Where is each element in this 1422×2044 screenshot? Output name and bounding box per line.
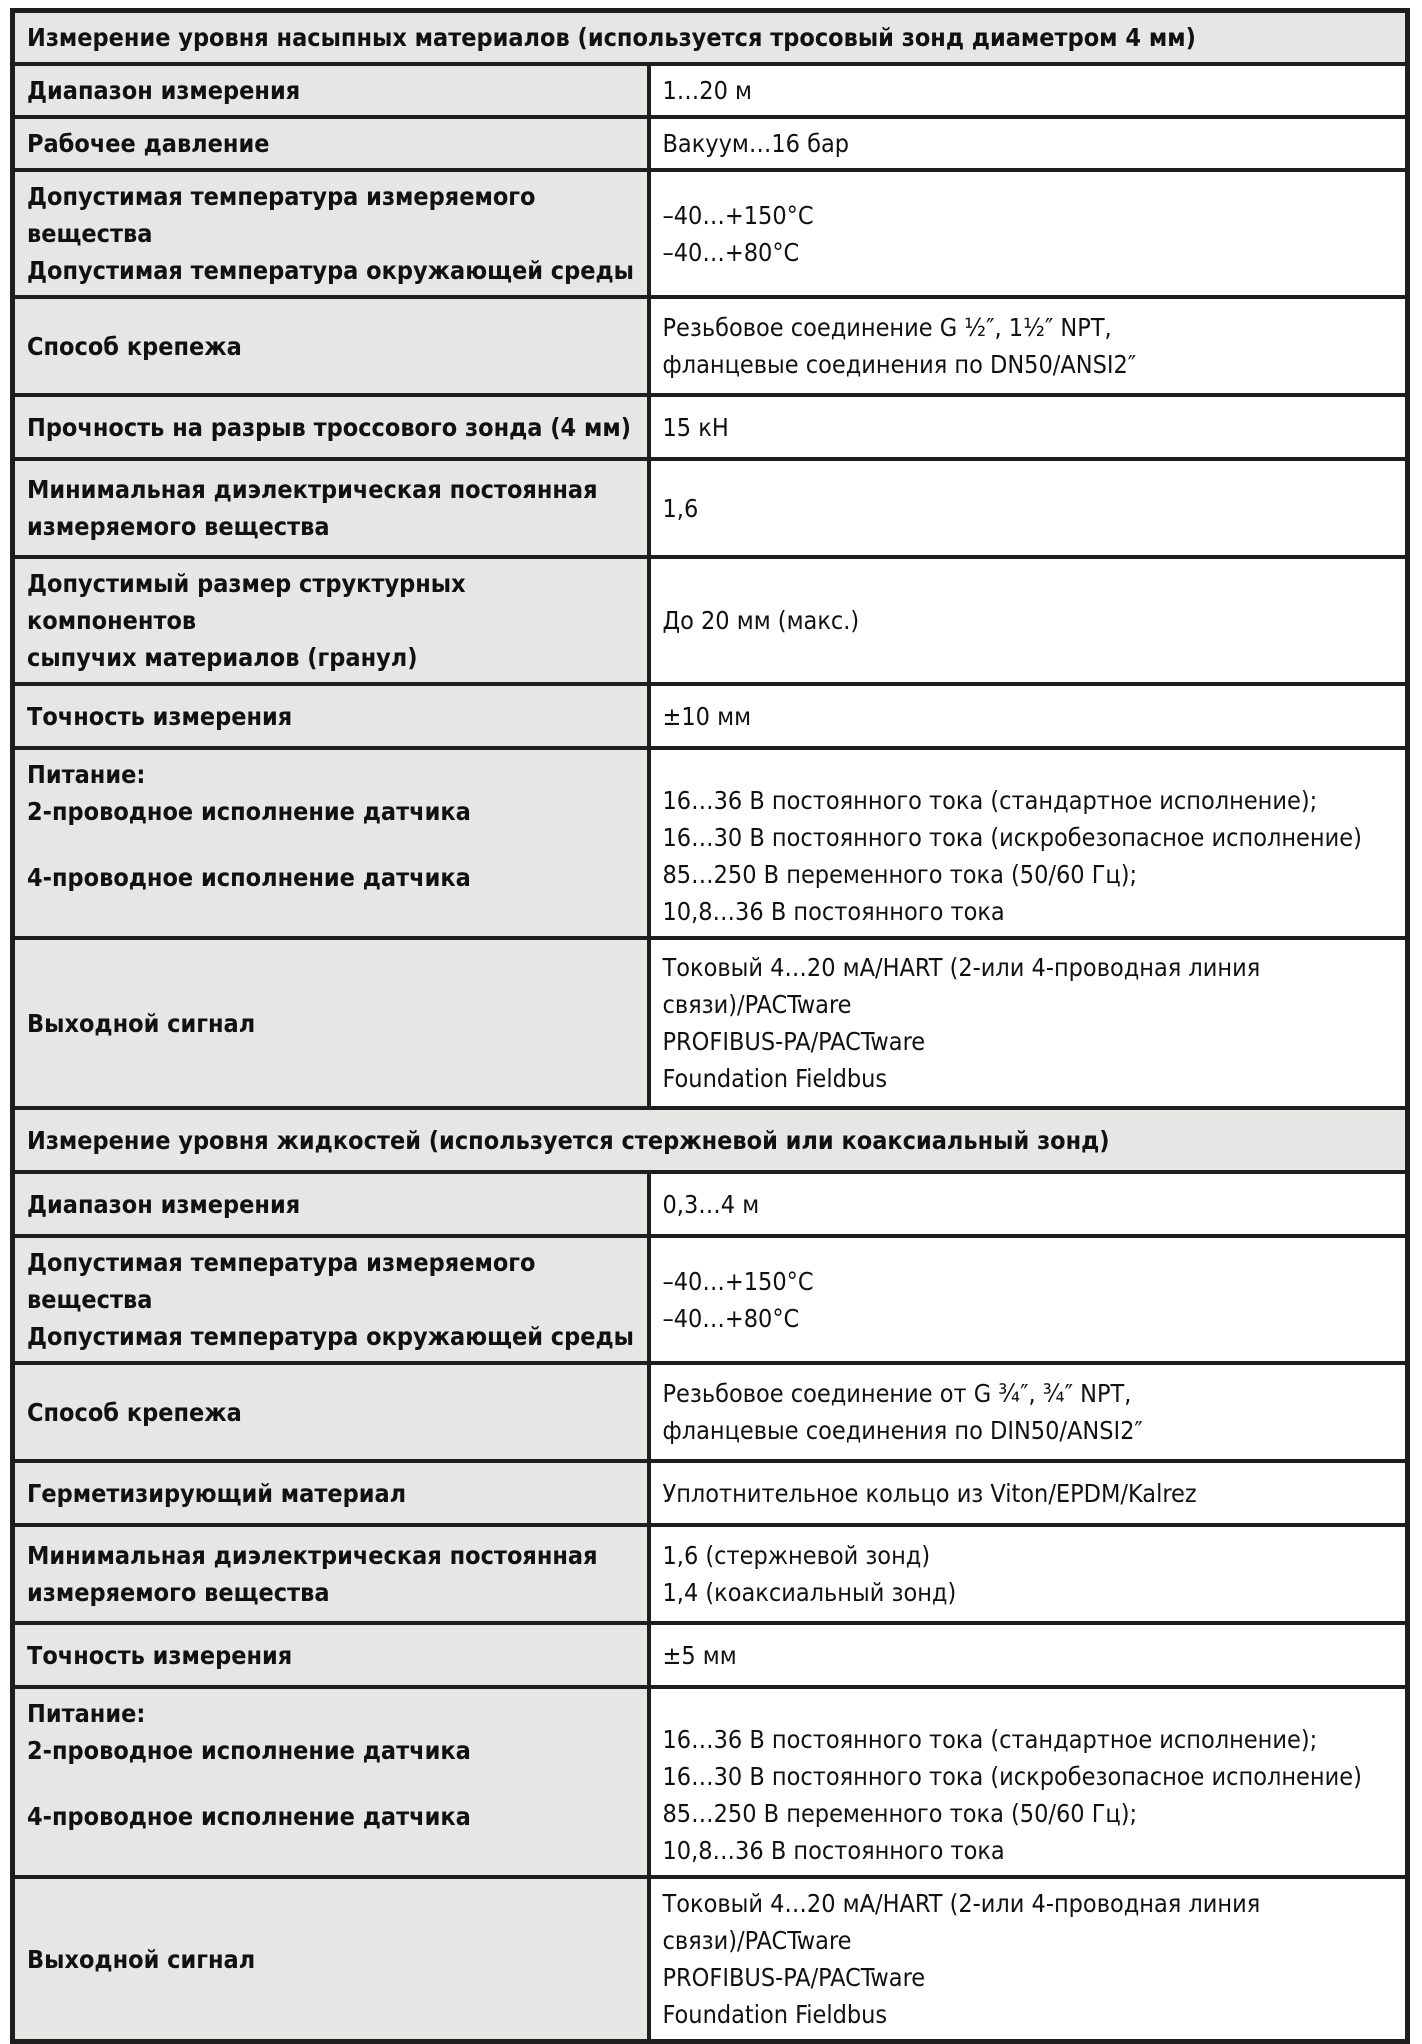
value-line: 1,6 (стержневой зонд) xyxy=(662,1541,931,1570)
label-line: Минимальная диэлектрическая постоянная xyxy=(27,1541,598,1570)
label-line: Прочность на разрыв троссового зонда (4 мм) xyxy=(27,412,632,442)
value-line: фланцевые соединения по DN50/ANSI2″ xyxy=(662,350,1137,379)
value-line: связи)/PACTware xyxy=(662,990,852,1019)
value-line: –40…+150°С xyxy=(662,200,814,230)
row-label xyxy=(13,64,649,117)
row-value xyxy=(649,1172,1408,1236)
row-value xyxy=(649,1363,1408,1461)
row-value xyxy=(649,1623,1408,1687)
label-spacer xyxy=(27,1769,635,1798)
table-row xyxy=(13,117,1408,170)
table-row xyxy=(13,1172,1408,1236)
row-value xyxy=(649,297,1408,395)
label-line: Питание: xyxy=(27,760,146,789)
row-value xyxy=(649,64,1408,117)
label-line: Выходной сигнал xyxy=(27,1008,256,1038)
value-line: Токовый 4…20 мА/HART (2-или 4-проводная линия xyxy=(662,1889,1261,1918)
section-header-row xyxy=(13,11,1408,65)
table-row xyxy=(13,1236,1408,1363)
label-line: Выходной сигнал xyxy=(27,1944,256,1974)
label-line: Допустимая температура окружающей среды xyxy=(27,1322,634,1351)
value-line: PROFIBUS-PA/PACTware xyxy=(662,1963,926,1992)
row-value xyxy=(649,1236,1408,1363)
value-line: Токовый 4…20 мА/HART (2-или 4-проводная линия xyxy=(662,953,1261,982)
value-line: 1,4 (коаксиальный зонд) xyxy=(662,1578,957,1607)
value-line: –40…+80°С xyxy=(662,237,800,267)
row-value xyxy=(649,684,1408,748)
row-value xyxy=(649,1461,1408,1525)
value-line: 16…30 В постоянного тока (искробезопасное исполнение) xyxy=(662,1762,1362,1791)
label-line: 4-проводное исполнение датчика xyxy=(27,1802,471,1831)
specifications-body xyxy=(13,11,1408,2042)
row-value xyxy=(649,938,1408,1108)
value-line: связи)/PACTware xyxy=(662,1926,852,1955)
table-row xyxy=(13,1525,1408,1623)
label-line: 4-проводное исполнение датчика xyxy=(27,863,471,892)
row-label xyxy=(13,459,649,557)
value-line: –40…+150°С xyxy=(662,1266,814,1296)
value-line: Резьбовое соединение от G ¾″, ¾″ NPT, xyxy=(662,1379,1132,1408)
label-line: Допустимая температура окружающей среды xyxy=(27,256,634,285)
row-label xyxy=(13,1172,649,1236)
table-row xyxy=(13,1461,1408,1525)
row-value xyxy=(649,117,1408,170)
value-line: 10,8…36 В постоянного тока xyxy=(662,1836,1005,1865)
section-title: Измерение уровня насыпных материалов (используется тросовый зонд диаметром 4 мм) xyxy=(13,11,1408,65)
label-line: Способ крепежа xyxy=(27,331,242,361)
value-line: 16…36 В постоянного тока (стандартное исполнение); xyxy=(662,786,1318,815)
table-row xyxy=(13,748,1408,938)
table-row xyxy=(13,1363,1408,1461)
table-row xyxy=(13,395,1408,459)
row-label xyxy=(13,117,649,170)
row-label xyxy=(13,395,649,459)
label-line: Питание: xyxy=(27,1699,146,1728)
label-line: Допустимая температура измеряемого вещества xyxy=(27,1248,536,1314)
table-row xyxy=(13,557,1408,684)
value-line: ±10 мм xyxy=(662,701,752,731)
row-value xyxy=(649,459,1408,557)
value-line: Вакуум…16 бар xyxy=(662,129,850,158)
value-line: –40…+80°С xyxy=(662,1303,800,1333)
table-row xyxy=(13,170,1408,297)
value-line: 0,3…4 м xyxy=(662,1189,760,1219)
row-label xyxy=(13,938,649,1108)
label-line: Способ крепежа xyxy=(27,1397,242,1427)
label-line: измеряемого вещества xyxy=(27,512,330,541)
section-header-row xyxy=(13,1108,1408,1172)
label-line: Герметизирующий материал xyxy=(27,1478,407,1508)
table-row xyxy=(13,1623,1408,1687)
row-value xyxy=(649,170,1408,297)
value-line: 85…250 В переменного тока (50/60 Гц); xyxy=(662,860,1138,889)
row-label xyxy=(13,1525,649,1623)
value-line: 16…36 В постоянного тока (стандартное исполнение); xyxy=(662,1725,1318,1754)
value-line: Резьбовое соединение G ½″, 1½″ NPT, xyxy=(662,313,1112,342)
label-line: Диапазон измерения xyxy=(27,76,301,105)
label-line: Точность измерения xyxy=(27,701,293,731)
row-value xyxy=(649,1877,1408,2042)
value-line: Уплотнительное кольцо из Viton/EPDM/Kalrez xyxy=(662,1478,1197,1508)
row-label xyxy=(13,557,649,684)
value-line: PROFIBUS-PA/PACTware xyxy=(662,1027,926,1056)
label-line: измеряемого вещества xyxy=(27,1578,330,1607)
section-title: Измерение уровня жидкостей (используется стержневой или коаксиальный зонд) xyxy=(13,1108,1408,1172)
row-value xyxy=(649,1525,1408,1623)
value-line: ±5 мм xyxy=(662,1640,737,1670)
label-line: Точность измерения xyxy=(27,1640,293,1670)
table-row xyxy=(13,297,1408,395)
table-row xyxy=(13,684,1408,748)
label-line: 2-проводное исполнение датчика xyxy=(27,1736,471,1765)
label-line: Допустимый размер структурных компонентов xyxy=(27,569,466,635)
table-row xyxy=(13,64,1408,117)
row-value xyxy=(649,1687,1408,1877)
table-row xyxy=(13,1687,1408,1877)
row-label xyxy=(13,1877,649,2042)
row-label xyxy=(13,684,649,748)
label-line: Допустимая температура измеряемого вещества xyxy=(27,182,536,248)
value-line: До 20 мм (макс.) xyxy=(662,606,860,635)
table-row xyxy=(13,938,1408,1108)
row-value xyxy=(649,748,1408,938)
row-label xyxy=(13,1687,649,1877)
table-row xyxy=(13,459,1408,557)
specifications-table xyxy=(10,8,1410,2044)
table-row xyxy=(13,1877,1408,2042)
row-label xyxy=(13,1461,649,1525)
value-line: фланцевые соединения по DIN50/ANSI2″ xyxy=(662,1416,1143,1445)
label-line: 2-проводное исполнение датчика xyxy=(27,797,471,826)
value-line: Foundation Fieldbus xyxy=(662,2000,888,2029)
label-line: Диапазон измерения xyxy=(27,1189,301,1219)
value-line: 10,8…36 В постоянного тока xyxy=(662,897,1005,926)
row-value xyxy=(649,395,1408,459)
value-line: 16…30 В постоянного тока (искробезопасное исполнение) xyxy=(662,823,1362,852)
label-spacer xyxy=(27,830,635,859)
value-line: 15 кН xyxy=(662,412,729,442)
value-line: 1…20 м xyxy=(662,76,753,105)
row-label xyxy=(13,1236,649,1363)
label-line: сыпучих материалов (гранул) xyxy=(27,643,418,672)
row-label xyxy=(13,748,649,938)
value-line: Foundation Fieldbus xyxy=(662,1064,888,1093)
label-line: Минимальная диэлектрическая постоянная xyxy=(27,475,598,504)
value-line: 85…250 В переменного тока (50/60 Гц); xyxy=(662,1799,1138,1828)
row-label xyxy=(13,1363,649,1461)
row-label xyxy=(13,297,649,395)
row-value xyxy=(649,557,1408,684)
value-line: 1,6 xyxy=(662,493,699,523)
row-label xyxy=(13,170,649,297)
label-line: Рабочее давление xyxy=(27,129,270,158)
row-label xyxy=(13,1623,649,1687)
